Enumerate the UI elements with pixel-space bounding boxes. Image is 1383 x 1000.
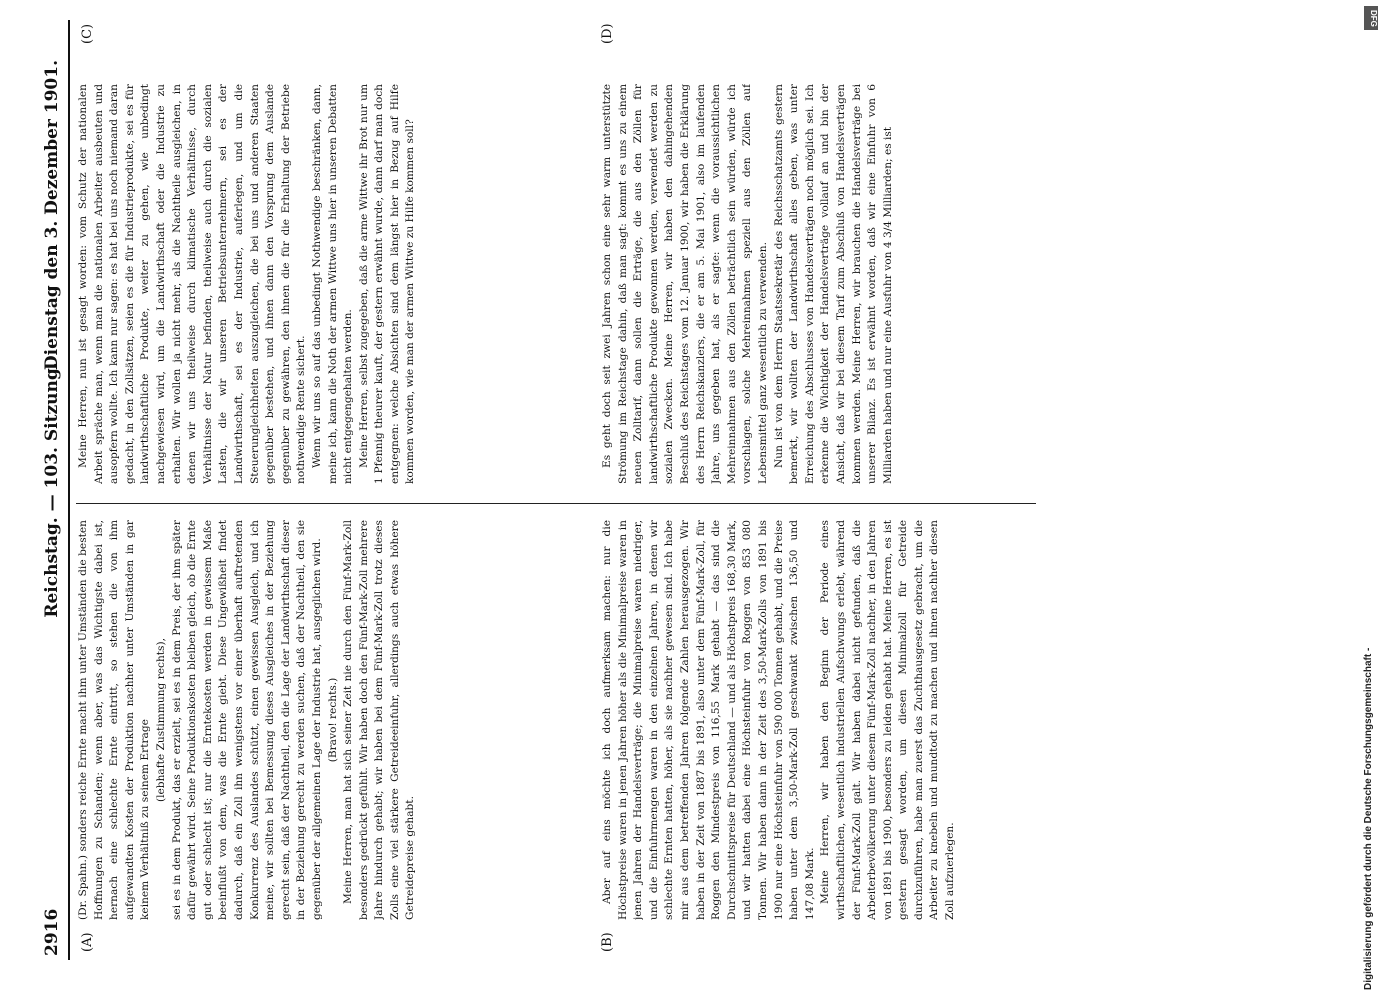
paragraph: Meine Herren, selbst zugegeben, daß die arme Wittwe ihr Brot nur um 1 Pfennig theurer kauft, der gestern erwähnt wurde, dann darf man doch entgegnen: welche Absichten sind dem längst hier in Bezug auf Hilfe kommen worden, wie man der armen Wittwe zu Hilfe kommen soll? bbox=[357, 84, 417, 484]
page-header bbox=[40, 20, 68, 960]
paragraph: Meine Herren, man hat sich seiner Zeit nie durch den Fünf-Mark-Zoll besonders gedrückt gefühlt. Wir haben doch den Fünf-Mark-Zoll mehrere Jahre hindurch gehabt; wir haben bei dem Fünf-Mark-Zoll trotz dieses Zolls eine viel stärkere Getreideeinfuhr, allerdings auch etwas höhere Getreidepreise gehabt. bbox=[342, 520, 417, 920]
left-column-top bbox=[76, 520, 596, 920]
paragraph: (Bravo! rechts.) bbox=[326, 677, 339, 763]
margin-mark-c: (C) bbox=[80, 23, 95, 44]
paragraph: Es geht doch seit zwei Jahren schon eine sehr warm unterstützte Strömung im Reichstage dahin, daß man sagt: kommt es uns zu einem neuen Zolltarif, dann sollen die Erträge, die aus den Zöllen für landwirthschaftliche Produkte gewonnen werden, verwendet werden zu sozialen Zwecken. Meine Herren, wir haben den dahingehenden Beschluß des Reichstages vom 12. Januar 1900, wir haben die Erklärung des Herrn Reichskanzlers, die er am 5. Mai 1901, also im laufenden Jahre, uns gegeben hat, als er sagte: wenn die voraussichtlichen Mehreinnahmen aus den Zöllen beträchtlich sein würden, würde ich vorschlagen, solche Mehreinnahmen speziell aus den Zöllen auf Lebensmittel ganz wesentlich zu verwenden. bbox=[601, 84, 769, 484]
paragraph: Nun ist von dem Herrn Staatssekretär des Reichsschatzamts gestern bemerkt, wir wollten der Landwirthschaft alles geben, was unter Erreichung des Abschlusses von Handelsverträgen noch möglich sei. Ich erkenne die Wichtigkeit der Handelsverträge vollauf an und bin der Ansicht, daß wir bei diesem Tarif zum Abschluß von Handelsverträgen kommen werden. Meine Herren, wir brauchen die Handelsverträge bei unserer Bilanz. Es ist erwähnt worden, daß wir eine Einfuhr von 6 Milliarden haben und nur eine Ausfuhr von 4 3/4 Milliarden; es ist bbox=[772, 84, 894, 484]
paragraph: Wenn wir uns so auf das unbedingt Nothwendige beschränken, dann, meine ich, kann die Noth der armen Wittwe uns hier in unseren Debatten nicht entgegengehalten werden. bbox=[310, 84, 355, 484]
margin-mark-b: (B) bbox=[600, 932, 615, 952]
paragraph: Aber auf eins möchte ich doch aufmerksam machen: nur die Höchstpreise waren in jenen Jahren höher als die Minimalpreise waren in jenen Jahren der Handelsverträge; die Minimalpreise waren niedriger, und die Einfuhrmengen waren in den einzelnen Jahren, in denen wir schlechte Ernten hatten, höher, als sie nachher gewesen sind. Ich habe mir aus dem betreffenden Jahren folgende Zahlen herausgezogen. Wir haben in der Zeit von 1887 bis 1891, also unter dem Fünf-Mark-Zoll, für Roggen den Mindestpreis von 116,55 Mark gehabt — das sind die Durchschnittspreise für Deutschland — und als Höchstpreis 168,30 Mark, und wir hatten dabei eine Höchsteinfuhr von Roggen von 853 080 Tonnen. Wir haben dann in der Zeit des 3,50-Mark-Zolls von 1891 bis 1900 nur eine Höchsteinfuhr von 590 000 Tonnen gehabt, und die Preise haben unter dem 3,50-Mark-Zoll geschwankt zwischen 136,50 und 147,08 Mark. bbox=[601, 520, 816, 920]
page-number: 2916 bbox=[42, 908, 62, 956]
session-title: Reichstag. — 103. Sitzung. bbox=[42, 362, 62, 618]
paragraph: Meine Herren, wir haben den Beginn der Periode eines wirthschaftlichen, wesentlich industriellen Aufschwungs erlebt, während der Fünf-Mark-Zoll galt. Wir haben dabei nicht gefunden, daß die Arbeiterbevölkerung unter diesem Fünf-Mark-Zoll nachher, in den Jahren von 1891 bis 1900, besonders zu leiden gehabt hat. Meine Herren, es ist gestern gesagt worden, um diesen Minimalzoll für Getreide durchzuführen, habe man zuerst das Zuchthausgesetz gebracht, um die Arbeiter zu knebeln und mundtodt zu machen und ihnen nachher diesen Zoll aufzuerlegen. bbox=[819, 520, 957, 920]
paragraph: (lebhafte Zustimmung rechts), bbox=[154, 638, 167, 802]
margin-mark-a: (A) bbox=[80, 932, 95, 952]
header-rule bbox=[68, 20, 70, 960]
margin-mark-d: (D) bbox=[600, 23, 615, 44]
paragraph: (Dr. Spahn.) sonders reiche Ernte macht ihm unter Umständen die besten Hoffnungen zu Schanden; wenn aber, was das Wichtigste dabei ist, hernach eine schlechte Ernte eintritt, so stehen die von ihm aufgewandten Kosten der Produktion nachher unter Umständen in gar keinem Verhältniß zu seinem Ertrage bbox=[77, 520, 152, 920]
right-column-top bbox=[76, 84, 596, 484]
dfg-logo: DFG bbox=[1364, 6, 1378, 30]
column-divider bbox=[76, 503, 1036, 504]
page-date: Dienstag den 3. Dezember 1901. bbox=[42, 60, 62, 371]
right-column-bottom bbox=[600, 84, 1050, 484]
digitization-credit: Digitalisierung gefördert durch die Deutsche Forschungsgemeinschaft - bbox=[1363, 647, 1374, 990]
newspaper-page bbox=[40, 20, 1340, 960]
paragraph: Meine Herren, nun ist gesagt worden: vom Schutz der nationalen Arbeit spräche man, wenn man die nationalen Arbeiter ausbeuten und ausopfern wollte. Ich kann nur sagen: es hat bei uns noch niemand daran gedacht, in den Zollsätzen, seien es die für Industrieprodukte, sei es für landwirthschaftliche Produkte, weiter zu gehen, wie unbedingt nachgewiesen wird, um die Landwirthschaft oder die Industrie zu erhalten. Wir wollen ja nicht mehr, als die Nachtheile ausgleichen, in denen wir uns theilweise durch klimatische Verhältnisse, durch Verhältnisse der Natur befinden, theilweise auch durch die sozialen Lasten, die wir unseren Betriebsunternehmern, sei es der Landwirthschaft, sei es der Industrie, auferlegen, und um die Steuerungleichheiten auszugleichen, die bei uns und anderen Staaten gegenüber bestehen, und ihnen dann den Vorsprung dem Auslande gegenüber zu gewähren, den ihnen die für die Erhaltung der Betriebe nothwendige Rente sichert. bbox=[77, 84, 308, 484]
paragraph: sei es in dem Produkt, das er erzielt, sei es in dem Preis, der ihm später dafür gewährt wird. Seine Produktionskosten bleiben gleich, ob die Ernte gut oder schlecht ist; nur die Erntekosten werden in gewissem Maße beeinflußt von dem, was die Ernte giebt. Diese Ungewißheit findet dadurch, daß ein Zoll ihn wenigstens vor einer überhaft auftretenden Konkurrenz des Auslandes schützt, einen gewissen Ausgleich, und ich meine, wir sollten bei Bemessung dieses Ausgleiches in der Beziehung gerecht sein, daß der Nachtheil, den die Lage der Landwirthschaft dieser in der Beziehung gerecht zu werden suchen, daß der Nachtheil, den sie gegenüber der allgemeinen Lage der Industrie hat, ausgeglichen wird. bbox=[170, 520, 323, 920]
left-column-bottom bbox=[600, 520, 1050, 920]
